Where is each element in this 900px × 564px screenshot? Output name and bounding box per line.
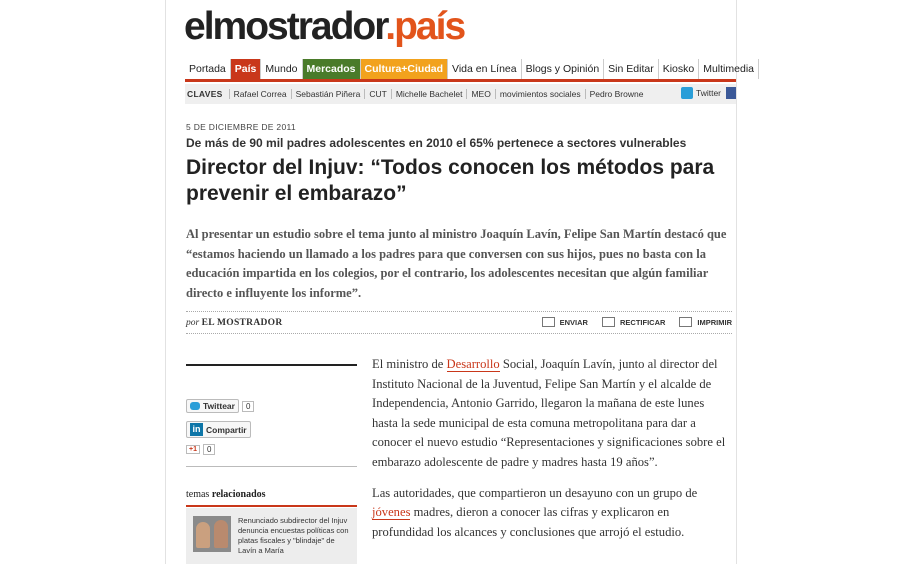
site-logo[interactable]: elmostrador.país bbox=[184, 5, 465, 48]
nav-kiosko[interactable]: Kiosko bbox=[659, 59, 700, 79]
jovenes-link[interactable]: jóvenes bbox=[372, 505, 411, 520]
printer-icon bbox=[679, 317, 692, 327]
gplus-count: 0 bbox=[203, 444, 215, 455]
tweet-button[interactable]: Twittear bbox=[186, 399, 239, 413]
nav-mundo[interactable]: Mundo bbox=[261, 59, 302, 79]
related-article[interactable] bbox=[186, 508, 357, 564]
related-thumbnail[interactable] bbox=[193, 516, 231, 552]
article-body bbox=[372, 355, 732, 553]
byline-divider bbox=[186, 311, 732, 312]
sidebar-top-rule bbox=[186, 364, 357, 366]
twitter-follow-label: Twitter bbox=[695, 88, 721, 98]
body-paragraph: Las autoridades, que compartieron un desayuno con un grupo de jóvenes madres, dieron a conocer las cifras y explicaron en profundidad los alcances y conclusiones que arrojó el estudio. bbox=[372, 485, 698, 539]
clave-tag[interactable]: Rafael Correa bbox=[229, 89, 291, 99]
article-lead: Al presentar un estudio sobre el tema junto al ministro Joaquín Lavín, Felipe San Martín destacó que “estamos haciendo un llamado a los padres para que conversen con sus hijos, pues no basta con la educación impartida en los colegios, por el contrario, los adolescentes necesitan que algún familiar directo e influyente los informe”. bbox=[186, 227, 727, 300]
envelope-icon bbox=[542, 317, 555, 327]
nav-multimedia[interactable]: Multimedia bbox=[699, 59, 759, 79]
byline: por EL MOSTRADOR bbox=[186, 318, 283, 328]
sidebar-divider bbox=[186, 466, 357, 467]
nav-divider bbox=[185, 79, 736, 82]
article-kicker: De más de 90 mil padres adolescentes en 2010 el 65% pertenece a sectores vulnerables bbox=[186, 136, 687, 150]
related-topics-title: temas relacionados bbox=[186, 489, 266, 500]
send-button[interactable]: ENVIAR bbox=[542, 317, 588, 327]
nav-blogs-opinion[interactable]: Blogs y Opinión bbox=[522, 59, 605, 79]
facebook-icon[interactable] bbox=[726, 87, 736, 99]
related-topics-rule bbox=[186, 505, 357, 507]
clave-tag[interactable]: Pedro Browne bbox=[585, 89, 648, 99]
main-nav bbox=[185, 59, 759, 79]
linkedin-share bbox=[186, 421, 251, 438]
claves-label: CLAVES bbox=[187, 89, 223, 99]
body-paragraph: El ministro de Desarrollo Social, Joaquín Lavín, junto al director del Instituto Nacional de la Juventud, Felipe San Martín y el alcalde de Independencia, Antonio Garrido, llegaron la mañana de este lunes hasta la sede municipal de esta comuna metropolitana para dar a conocer el nuevo estudio “Representaciones y significaciones sobre el embarazo adolescente de padre y madres hasta 19 años”. bbox=[372, 357, 726, 469]
related-article-title[interactable]: Renunciado subdirector del Injuv denuncia encuestas políticas con platas fiscales y "blindaje" de Lavín a María bbox=[238, 516, 349, 555]
byline-author[interactable]: EL MOSTRADOR bbox=[201, 318, 283, 328]
article-actions bbox=[528, 317, 732, 327]
byline-divider-bottom bbox=[186, 333, 732, 334]
clave-tag[interactable]: Sebastián Piñera bbox=[291, 89, 365, 99]
twitter-share bbox=[186, 399, 254, 413]
nav-pais[interactable]: País bbox=[231, 59, 262, 79]
twitter-icon bbox=[681, 87, 693, 99]
page bbox=[165, 0, 754, 564]
linkedin-button[interactable]: in Compartir bbox=[186, 421, 251, 438]
pencil-icon bbox=[602, 317, 615, 327]
nav-mercados[interactable]: Mercados bbox=[303, 59, 361, 79]
clave-tag[interactable]: Michelle Bachelet bbox=[391, 89, 467, 99]
social-follow[interactable] bbox=[681, 87, 736, 99]
desarrollo-link[interactable]: Desarrollo bbox=[446, 357, 500, 371]
print-button[interactable]: IMPRIMIR bbox=[679, 317, 732, 327]
clave-tag[interactable]: MEO bbox=[466, 89, 494, 99]
clave-tag[interactable]: movimientos sociales bbox=[495, 89, 585, 99]
nav-vida-en-linea[interactable]: Vida en Línea bbox=[448, 59, 522, 79]
linkedin-icon: in bbox=[190, 423, 203, 436]
nav-cultura-ciudad[interactable]: Cultura+Ciudad bbox=[361, 59, 448, 79]
article-headline: Director del Injuv: “Todos conocen los métodos para prevenir el embarazo” bbox=[186, 156, 715, 205]
gplus-button[interactable]: +1 bbox=[186, 445, 200, 454]
article-date: 5 DE DICIEMBRE DE 2011 bbox=[186, 122, 296, 132]
nav-sin-editar[interactable]: Sin Editar bbox=[604, 59, 659, 79]
nav-portada[interactable]: Portada bbox=[185, 59, 231, 79]
tweet-count: 0 bbox=[242, 401, 254, 412]
twitter-bird-icon bbox=[190, 402, 200, 410]
rectify-button[interactable]: RECTIFICAR bbox=[602, 317, 665, 327]
claves-bar bbox=[185, 84, 736, 104]
gplus-share bbox=[186, 444, 215, 455]
clave-tag[interactable]: CUT bbox=[364, 89, 390, 99]
